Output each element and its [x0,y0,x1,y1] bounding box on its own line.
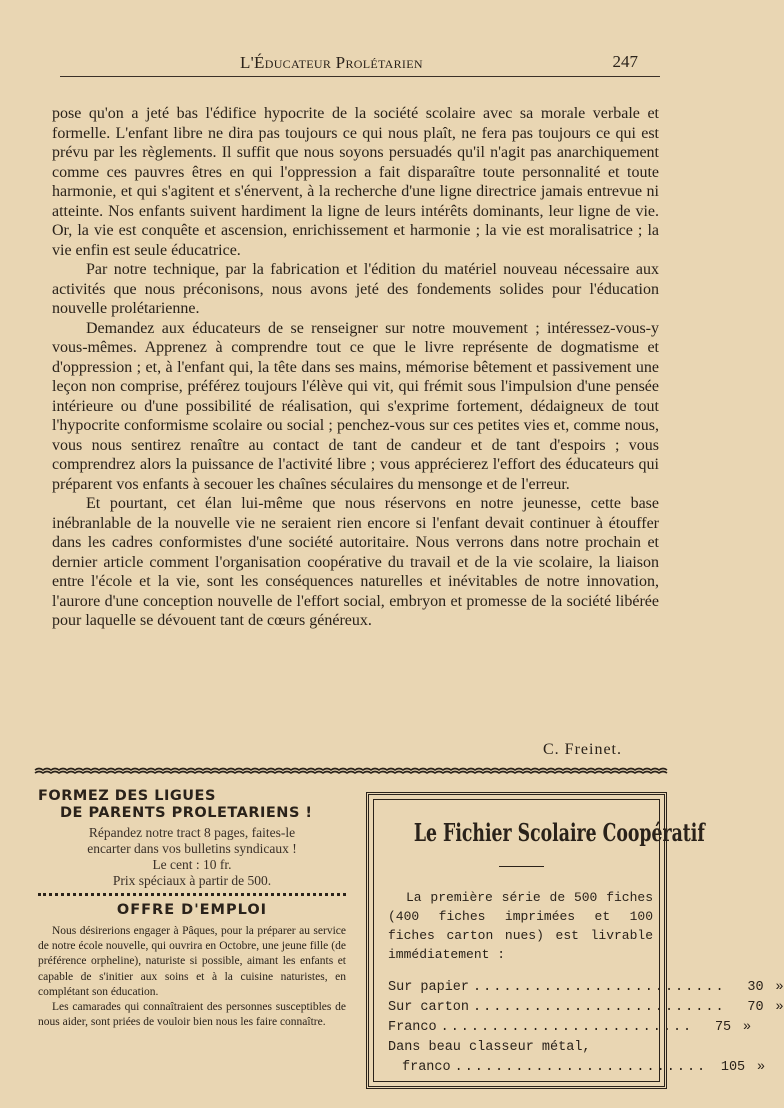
leader-dots: ......................... [440,1020,694,1035]
leader-dots: ......................... [473,980,726,995]
price-value: 70 [747,1000,764,1015]
short-rule [499,866,544,867]
paragraph: Par notre technique, par la fabrication et l'édition du matériel nouveau nécessaire aux activités que nous préconisons, nous avons jeté des fondements solides pour l'éducation nouvelle prolétarienne. [52,261,659,317]
left-column [38,788,346,1030]
author-signature: C. Freinet. [543,741,622,758]
price-label: Sur papier [388,980,470,995]
price-row [388,978,784,998]
fichier-description: La première série de 500 fiches (400 fiches imprimées et 100 fiches carton nues) est livrable immédiatement : [388,890,653,962]
wavy-divider [35,766,665,776]
leader-dots: ......................... [454,1060,708,1075]
ligues-heading-line2: DE PARENTS PROLETARIENS ! [60,805,313,821]
classeur-label-franco: franco [402,1060,451,1075]
price-label: Sur carton [388,1000,470,1015]
paragraph: Demandez aux éducateurs de se renseigner sur notre mouvement ; intéressez-vous-y vous-mêmes. Apprenez à comprendre tout ce que le livre représente de dogmatisme et d'oppression ; et, à l'enfant qui, la tête dans ses mains, mémorise bêtement et passivement une leçon non comprise, préférez toujours l'élève qui vit, qui frémit sous l'impulsion d'une pensée intérieure ou d'une possibilité de réalisation, qui s'exprime fortement, dédaigneux de tout l'hypocrite conformisme scolaire ou social ; penchez-vous sur ces petites vies et, comme nous, vous nous sentirez renaître au contact de tant de candeur et de tant d'espoirs ; vous comprendrez alors la puissance de l'activité libre ; vous apprécierez l'effort des éducateurs qui préparent vos enfants à secouer les chaînes séculaires du mensonge et de l'erreur. [52,319,659,493]
page-number: 247 [612,52,638,71]
ditto-mark: » [743,1020,752,1035]
classeur-label: Dans beau classeur métal, [388,1040,591,1055]
ligues-line: Répandez notre tract 8 pages, faites-le [88,825,296,840]
paragraph: Et pourtant, cet élan lui-même que nous réservons en notre jeunesse, cette base inébranlable de la nouvelle vie ne seraient rien encore si l'enfant devait continuer à étouffer dans les cadres conformistes d'une société autoritaire. Nous verrons dans notre prochain et dernier article comment l'organisation coopérative du travail et de la vie scolaire, la liaison entre l'école et la vie, sont les conséquences naturelles et inévitables de notre innovation, l'aurore d'une conception nouvelle de l'effort social, embryon et promesse de la société libérée pour laquelle se dévouent tant de cœurs généreux. [52,495,659,629]
running-header [60,50,660,77]
ligues-special-price: Prix spéciaux à partir de 500. [112,873,272,888]
offre-body [38,924,346,1030]
journal-title: L'Éducateur Prolétarien [240,53,423,72]
price-row [388,1018,752,1038]
classeur-price-row [388,1058,766,1078]
price-value: 30 [747,980,764,995]
ditto-mark: » [775,1000,784,1015]
classeur-row [388,1038,658,1058]
ligues-heading-line1: FORMEZ DES LIGUES [38,788,216,804]
offre-paragraph: Nous désirerions engager à Pâques, pour la préparer au service de notre école nouvelle, qui ouvrira en Octobre, une jeune fille (de préférence orpheline), naturiste si possible, aimant les enfants et capable de s'initier aux soins et à la cuisine naturistes, en complétant son éducation. [38,925,346,998]
offre-heading: OFFRE D'EMPLOI [116,902,268,918]
ditto-mark: » [775,980,784,995]
fichier-inner-frame [373,799,784,1082]
fichier-advertisement [366,792,784,1089]
price-list [388,978,784,1078]
dotted-separator [38,893,346,896]
price-row [388,998,784,1018]
classeur-value: 105 [720,1060,746,1075]
ligues-line: encarter dans vos bulletins syndicaux ! [87,841,297,856]
ligues-price: Le cent : 10 fr. [152,857,232,872]
article-body [52,104,659,631]
price-label: Franco [388,1020,437,1035]
paragraph: pose qu'on a jeté bas l'édifice hypocrite de la société scolaire avec sa morale verbale et formelle. L'enfant libre ne dira pas toujours ce qui nous plaît, ne fera pas toujours ce qui est prévu par les règlements. Il suffit que nous soyons persuadés qu'il n'agit pas anarchiquement comme ces pauvres êtres en qui l'oppression a fait disparaître toute personnalité et toute harmonie, et qui s'agitent et s'énervent, à la recherche d'une ligne directrice jamais entrevue ni atteinte. Nos enfants suivent hardiment la ligne de leurs intérêts dominants, leur ligne de vie. Or, la vie est conquête et ascension, enrichissement et harmonie ; la vie est moralisatrice ; la vie enfin est seule éducatrice. [52,105,659,259]
ditto-mark: » [757,1060,766,1075]
leader-dots: ......................... [473,1000,726,1015]
ligues-heading [38,788,346,822]
fichier-title: Le Fichier Scolaire Coopératif [413,818,705,847]
price-value: 75 [714,1020,732,1035]
ligues-body [38,825,346,889]
offre-paragraph: Les camarades qui connaîtraient des personnes susceptibles de nous aider, sont priées de vouloir bien nous les faire connaître. [38,1001,346,1029]
